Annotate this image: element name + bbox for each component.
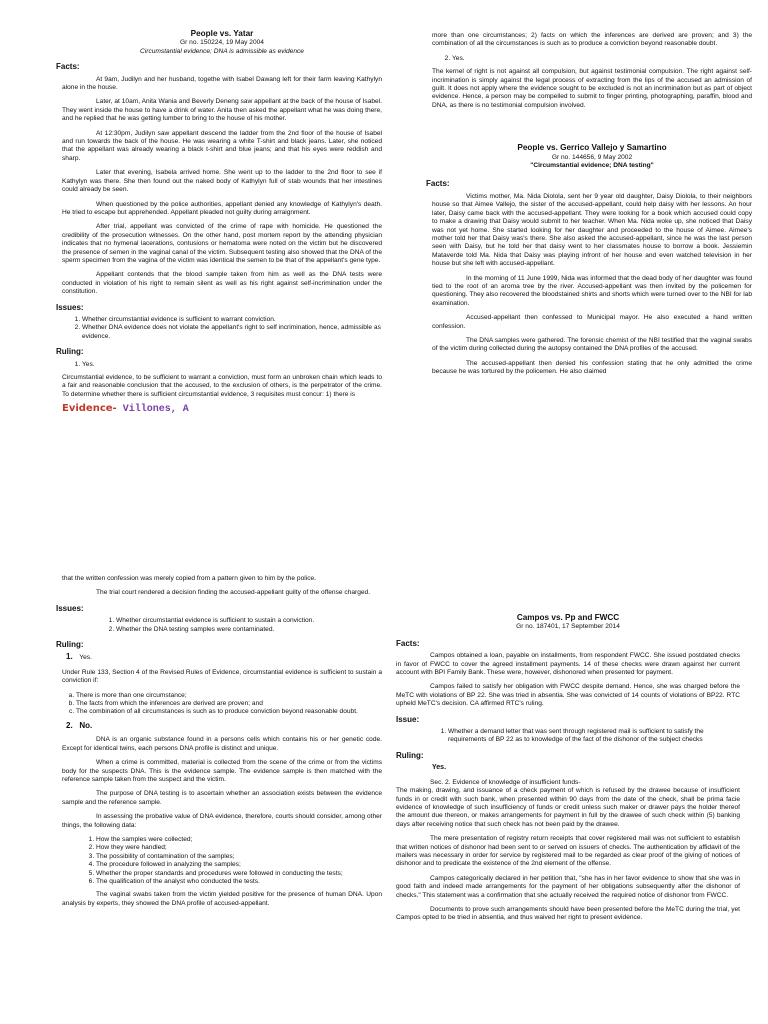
case-number: Gr no. 144656, 9 May 2002	[551, 153, 633, 161]
factor-item: 2. How they were handled;	[96, 844, 382, 852]
case-title: People vs. Gerrico Vallejo y Samartino	[517, 143, 667, 153]
footer-author: Villones, A	[116, 404, 189, 416]
requisite-item: b. The facts from which the inferences are derived are proven; and	[76, 700, 382, 708]
issues-heading: Issues:	[56, 302, 84, 312]
ruling-answer: Yes.	[432, 764, 447, 772]
case-number: Gr no. 150224, 19 May 2004	[180, 39, 264, 47]
fact-paragraph: At 12:30pm, Judilyn saw appellant descend the ladder from the 2nd floor of the house of Isabel and run towards the back of the house. He was wearing a white T-shirt and black jeans. Later, she noticed that the appellant was already wearing a black t-shirt and blue jeans; and that his eyes were reddish and sharp.	[62, 129, 382, 162]
dna-factors-list	[62, 836, 382, 886]
fact-paragraph: In the morning of 11 June 1999, Nida was informed that the dead body of her daughter was found tied to the root of an aroma tree by the river. Accused-appellant was then invited by the policemen for questioning. They also recovered the bloodstained shirts and shorts which were turned over to the NBI for lab examination.	[432, 274, 752, 307]
factor-item: 1. How the samples were collected;	[96, 836, 382, 844]
ruling-heading: Ruling:	[56, 347, 84, 357]
case-topic: "Circumstantial evidence; DNA testing"	[530, 162, 654, 170]
factor-item: 4. The procedure followed in analyzing the samples;	[96, 861, 382, 869]
factor-item: 6. The qualification of the analyst who conducted the tests.	[96, 878, 382, 886]
fact-paragraph: When questioned by the police authorities, appellant denied any knowledge of Kathylyn's death. He tried to escape but apprehended. Appellant pleaded not guilty during arraignment.	[62, 200, 382, 216]
page-people-vs-yatar	[56, 28, 382, 416]
fact-paragraph: Campos obtained a loan, payable on installments, from respondent FWCC. She issued postdated checks in favor of FWCC to cover the agreed installment payments. 14 of these checks were drawn against her current account with BPI Family Bank. These were, however, dishonored when presented for payment.	[396, 652, 740, 677]
continued-paragraph: that the written confession was merely copied from a pattern given to him by the police.	[62, 575, 316, 582]
ruling-item: 1. Yes.	[82, 361, 382, 369]
page-vallejo-continued	[56, 575, 382, 914]
requisite-item: c. The combination of all circumstances is such as to produce conviction beyond reasonable doubt.	[76, 708, 382, 716]
case-title: Campos vs. Pp and FWCC	[516, 613, 620, 622]
ruling-item: 2. Yes.	[452, 55, 752, 63]
issue-item: 1. Whether circumstantial evidence is sufficient to sustain a conviction.	[116, 617, 382, 625]
fact-paragraph: At 9am, Judilyn and her husband, togethe with Isabel Dawang left for their farm leaving Kathylyn alone in the house.	[62, 75, 382, 92]
issue-item: 1. Whether circumstantial evidence is sufficient to warrant conviction.	[82, 316, 382, 324]
continued-paragraph: more than one circumstances; 2) facts on which the inferences are derived are proven; and 3) the combination of all the circumstances is such as to produce a conviction beyond reasonable doubt.	[432, 32, 752, 48]
ruling-list	[432, 55, 752, 63]
fact-paragraph: Accused-appellant then confessed to Municipal mayor. He also executed a hand written confession.	[432, 314, 752, 330]
ruling-paragraph: Documents to prove such arrangements should have been presented before the MeTC during the trial, yet Campos opted to be tried in absentia, and thus waived her right to present evidence.	[396, 905, 740, 922]
issues-list	[62, 617, 382, 634]
ruling-paragraph: When a crime is committed, material is collected from the scene of the crime or from the victims body for the suspects DNA. This is the evidence sample. The evidence sample is then matched with the reference sample taken from the suspect and the victim.	[62, 759, 382, 783]
footer-label	[62, 405, 382, 414]
ruling-number-2: 2. No.	[66, 720, 93, 730]
issue-item: 1. Whether a demand letter that was sent through registered mail is sufficient to satisfy the requirements of BP 22 as to knowledge of the fact of the dishonor of the subject checks	[448, 728, 740, 745]
footer-subject: Evidence-	[62, 403, 117, 415]
ruling-paragraph: DNA is an organic substance found in a persons cells which contains his or her genetic code. Except for identical twins, each persons DNA profile is distinct and unique.	[62, 736, 382, 752]
ruling-paragraph: The kernel of right is not against all compulsion, but against testimonial compulsion. The right against self- incrimination is simply against the legal process of extracting from the lips of the accused an admission of guilt. It does not apply where the evidence sought to be excluded is not an incrimination but as part of object evidence. Hence, a person may be compelled to submit to finger printing, photographing, paraffin, blood and DNA, as there is no testimonial compulsion involved.	[432, 68, 752, 109]
requisite-item: a. There is more than one circumstance;	[76, 692, 382, 700]
factor-item: 5. Whether the proper standards and procedures were followed in conducting the tests;	[96, 870, 382, 878]
fact-paragraph: The trial court rendered a decision finding the accused-appellant guilty of the offense charged.	[96, 589, 371, 597]
ruling-heading: Ruling:	[396, 750, 424, 760]
section-text: The making, drawing, and issuance of a check payment of which is refused by the drawee because of insufficient funds in or credit with such bank, when presented within 90 days from the date of the check, shall be prima facie evidence of knowledge of such insufficiency of funds or credit unless such maker or drawer pays the holder thereof the amount due thereon, or makes arrangements for payment in full by the drawee of such check within (5) banking days after receiving notice that such check has not been paid by the drawee.	[396, 787, 740, 828]
ruling-heading: Ruling:	[56, 640, 84, 650]
fact-paragraph: Victims mother, Ma. Nida Diolola, sent her 9 year old daughter, Daisy Diolola, to their neighbors house so that Aimee Vallejo, the sister of the accused-appellant, could help daisy with her lessons. An hour later, Daisy came back with the accused-appellant. They were looking for a book which accused could copy to make a drawing that Daisy would submit to her teacher. When Ma. Nida woke up, she noticed that Daisy was not yet home. She started looking for her daughter and proceeded to the house of Aimee. Aimee's mother told her that Daisy was's there. She also asked the accused-appellant, since he was the last person seen with Daisy, but he told her that daisy went to her classmates house to borrow a book. Jessiemin Mataverde told Ma. Nida that Daisy was playing infront of her house and even watched television in her house but she left with accused-appellant.	[432, 192, 752, 268]
facts-heading: Facts:	[56, 62, 80, 72]
issue-item: 2. Whether DNA evidence does not violate the appellant's right to self incrimination, hence, admissible as evidence.	[82, 324, 382, 341]
section-heading: Sec. 2. Evidence of knowledge of insufficient funds-	[430, 778, 581, 786]
fact-paragraph: The DNA samples were gathered. The forensic chemist of the NBI testified that the vaginal swabs of the victim during collected during the autopsy contained the DNA profiles of the accused.	[432, 336, 752, 353]
issues-heading: Issues:	[56, 603, 84, 613]
fact-paragraph: Campos failed to satisfy her obligation with FWCC despite demand. Hence, she was charged before the MeTC with violations of BP 22. She was tried in absentia. She was convicted of 14 counts of violations of BP22. RTC upheld MeTC's decision. CA affirmed RTC's ruling.	[396, 683, 740, 708]
ruling-paragraph: Campos categorically declared in her petition that, "she has in her favor evidence to show that she was in good faith and indeed made arrangements for the payment of her obligations subsequently after the dishonor of checks." This statement was a confirmation that she actually received the required notice of dishonor from FWCC.	[396, 874, 740, 899]
page-people-vs-vallejo	[426, 32, 752, 383]
case-topic: Circumstantial evidence; DNA is admissible as evidence	[140, 47, 304, 55]
issues-list	[62, 316, 382, 341]
ruling-paragraph: In assessing the probative value of DNA evidence, therefore, courts should consider, among other things, the following data:	[62, 813, 382, 829]
ruling-paragraph: The mere presentation of registry return receipts that cover registered mail was not sufficient to establish that written notices of dishonor had been sent to or served on issuers of checks. The authentication by affidavit of the mailers was necessary in order for service by registered mail to be regarded as clear proof of the giving of notices of dishonor and to predicate the existence of the 2nd element of the offense.	[396, 835, 740, 868]
page-campos-vs-pp	[396, 612, 740, 929]
ruling-paragraph: The vaginal swabs taken from the victim yielded positive for the presence of human DNA. Upon analysis by experts, they showed the DNA profile of accused-appellant.	[62, 891, 382, 907]
ruling-list	[62, 361, 382, 369]
facts-heading: Facts:	[426, 179, 450, 189]
fact-paragraph: After trial, appellant was convicted of the crime of rape with homicide. He questioned the credibility of the prosecution witnesses. On the other hand, post mortem report by the attending physician indicates that no hymenal lacerations, contusions or hematoma were noted on the victim but he discovered the presence of semen in the vaginal canal of the victim. Subsequent testing also showed that the DNA of the sperm specimen from the vagina of the victim was identical the semen to be that of the appellant's gene type.	[62, 223, 382, 264]
requisites-list	[62, 692, 382, 717]
fact-paragraph: The accused-appellant then denied his confession stating that he only admitted the crime because he was tortured by the policemen. He also claimed	[432, 359, 752, 376]
issue-heading: Issue:	[396, 714, 420, 724]
ruling-paragraph: Circumstantial evidence, to be sufficient to warrant a conviction, must form an unbroken chain which leads to a fair and reasonable conclusion that the accused, to the exclusion of others, is the perpetrator of the crime. To determine whether there is sufficient circumstantial evidence, 3 requisites must concur: 1) there is	[62, 374, 382, 398]
issue-item: 2. Whether the DNA testing samples were contaminated.	[116, 626, 382, 634]
facts-heading: Facts:	[396, 638, 420, 648]
case-title: People vs. Yatar	[190, 29, 254, 38]
factor-item: 3. The possibility of contamination of the samples;	[96, 853, 382, 861]
fact-paragraph: Later that evening, Isabela arrived home. She went up to the ladder to the 2nd floor to see if Kathylyn was there. She then found out the naked body of Kathylyn full of stab wounds that her intestines could already be seen.	[62, 169, 382, 194]
issues-list	[396, 728, 740, 745]
case-number: Gr no. 187401, 17 September 2014	[516, 623, 620, 631]
fact-paragraph: Appellant contends that the blood sample taken from him as well as the DNA tests were conducted in violation of his right to remain silent as well as his right against self-incrimination under the constitution.	[62, 271, 382, 296]
ruling-number-1: 1. Yes.	[66, 652, 92, 662]
fact-paragraph: Later, at 10am, Anita Wania and Beverly Deneng saw appellant at the back of the house of Isabel. They went inside the house to have a drink of water. Anita then asked the appellant what he was doing there, and he replied that he was getting lumber to bring to the house of his mother.	[62, 98, 382, 123]
ruling-paragraph: Under Rule 133, Section 4 of the Revised Rules of Evidence, circumstantial evidence is sufficient to sustain a conviction if:	[62, 668, 382, 685]
ruling-paragraph: The purpose of DNA testing is to ascertain whether an association exists between the evidence sample and the reference sample.	[62, 790, 382, 806]
